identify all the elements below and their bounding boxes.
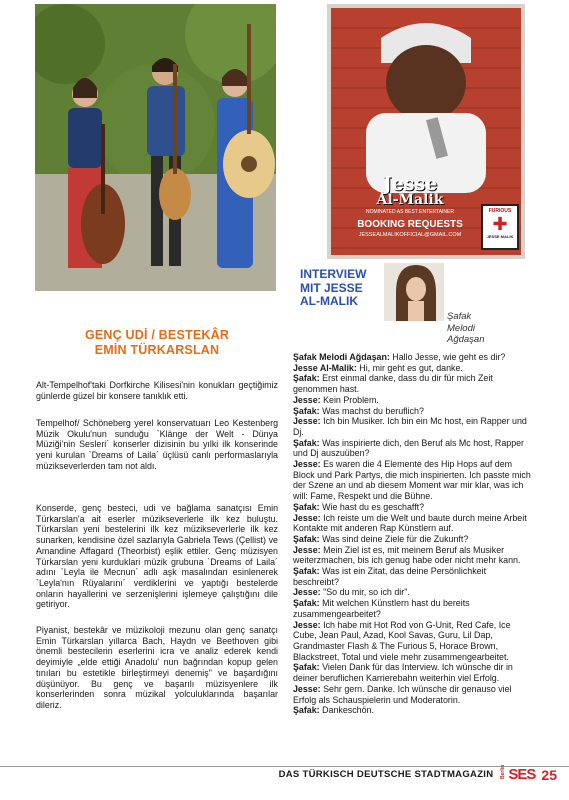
author-line1: Şafak — [447, 311, 472, 322]
interview-utterance: Ich reiste um die Welt und baute durch meine Arbeit Kontakte mit anderen Rap Künstlern auf. — [293, 512, 527, 534]
interview-line — [293, 502, 533, 513]
poster-subtitle: NOMINATED AS BEST ENTERTAINER — [366, 209, 454, 215]
poster-badge — [481, 204, 519, 250]
magazine-name: DAS TÜRKISCH DEUTSCHE STADTMAGAZIN — [278, 769, 494, 780]
interview-line — [293, 352, 533, 363]
poster-name-line2: Al-Malik — [376, 192, 444, 208]
interview-heading-line1: INTERVIEW — [300, 267, 367, 281]
interview-line — [293, 620, 533, 663]
interview-line — [293, 395, 533, 406]
interview-line — [293, 373, 533, 394]
poster-name-line1: Jesse — [382, 173, 438, 195]
interview-speaker: Jesse: — [293, 587, 321, 598]
badge-cross-icon: ✚ — [492, 214, 508, 234]
poster-badge-top: FURIOUS — [488, 208, 512, 214]
interview-text — [293, 352, 533, 716]
interview-line — [293, 662, 533, 683]
interview-line — [293, 598, 533, 619]
interview-speaker: Jesse: — [293, 619, 321, 630]
interview-speaker: Jesse: — [293, 683, 321, 694]
left-paragraph: Konserde, genç besteci, udi ve bağlama sanatçısı Emin Türkarslan'a ait eserler müzikseverlerle ilk kez buluştu. Türkarslan yeni bestelerini ilk kez müzikseverlerle ilk kez sunarken, kendisine özel sazlarıyla Gabriela Tews (Çellist) ve Amandine Affagard (Theorbist) eşlik ettiler. Genç müzisyen Türkarslan yeni kurduklari müzik grubuna `Dreams of Laila´ adını `Leyla ile Mecnun´ adlı aşk masalından esinlenerek `Leyla'nın Rüyalarını´ verdiklerini ve yaptığı bestelerde onların hayallerini ve serzenişlerini işlemeye çalıştığını dile getiriyor. — [36, 503, 278, 610]
interview-speaker: Jesse: — [293, 394, 321, 405]
poster-photo — [327, 4, 525, 259]
interview-utterance: Hallo Jesse, wie geht es dir? — [389, 352, 506, 362]
interview-utterance: "So du mir, so ich dir". — [320, 587, 410, 598]
interview-speaker: Jesse: — [293, 416, 321, 427]
interview-speaker: Şafak: — [293, 405, 320, 416]
interview-line — [293, 459, 533, 502]
interview-line — [293, 587, 533, 598]
interview-utterance: Was ist ein Zitat, das deine Persönlichkeit beschreibt? — [293, 566, 487, 587]
interview-line — [293, 534, 533, 545]
trio-photo — [35, 4, 276, 291]
poster-badge-bottom: JESSE MALIK — [486, 234, 514, 239]
interview-speaker: Şafak: — [293, 598, 320, 609]
interview-line — [293, 406, 533, 417]
interview-utterance: Kein Problem. — [320, 394, 379, 405]
interview-utterance: Dankeschön. — [319, 705, 374, 716]
interview-speaker: Jesse: — [293, 544, 321, 555]
interview-heading-line3: AL-MALIK — [300, 294, 358, 308]
interview-speaker: Şafak: — [293, 533, 320, 544]
author-line2: Melodi — [447, 322, 475, 334]
interview-utterance: Sehr gern. Danke. Ich wünsche dir genauso viel Erfolg als Schauspielerin und Moderatorin. — [293, 683, 512, 705]
interview-heading-line2: MIT JESSE — [300, 280, 363, 295]
poster-email: JESSEALMALIKOFFICIAL@GMAIL.COM — [358, 232, 462, 238]
left-heading-line1: GENÇ UDİ / BESTEKÂR — [84, 328, 230, 342]
interview-utterance: Ich habe mit Hot Rod von G-Unit, Red Cafe, Ice Cube, Jean Paul, Azad, Kool Savas, Guru, Lil Dap, Grandmaster Flash & The Furious 5, Horace Brown, Blackstreet, Total und viele mehr zusammengearbeitet. — [293, 619, 511, 662]
interview-utterance: Wie hast du es geschafft? — [319, 501, 425, 512]
interview-speaker: Şafak Melodi Ağdaşan: — [293, 352, 390, 362]
interview-heading — [300, 268, 390, 309]
logo-city: Berlin — [500, 764, 507, 779]
left-paragraph: Piyanist, bestekâr ve müzikoloji mezunu olan genç sanatçı Emin Türkarslan yıllarca Bach, Haydn ve Beethoven gibi önemli bestecilerin eserlerini icra ve analiz ederek kendi deyimiyle „elde ettiği Anadolu' nun bağrından kopup gelen tınıları bu estetikle birleştirmeyi denemiş" ve başardığını düşünüyor. Bu genç ve başarılı müzisyenlere ilk konserlerinden sonra müzikal yolculuklarında başarılar dileriz. — [36, 625, 278, 710]
interview-line — [293, 513, 533, 534]
interview-line — [293, 705, 533, 716]
interview-line — [293, 566, 533, 587]
interview-line — [293, 684, 533, 705]
interview-utterance: Was sind deine Ziele für die Zukunft? — [319, 533, 469, 544]
author-line3: Ağdaşan — [447, 334, 485, 345]
interview-line — [293, 545, 533, 566]
interview-speaker: Şafak: — [293, 437, 320, 448]
interview-line — [293, 416, 533, 437]
interview-utterance: Was machst du beruflich? — [319, 405, 424, 416]
interview-utterance: Vielen Dank für das Interview. Ich wünsche dir in deiner beruflichen Karrierebahn weiterhin viel Erfolg. — [293, 662, 513, 684]
interview-speaker: Şafak: — [293, 705, 320, 716]
interview-speaker: Şafak: — [293, 662, 320, 673]
interview-speaker: Jesse: — [293, 459, 321, 470]
magazine-logo — [499, 766, 535, 783]
interview-speaker: Şafak: — [293, 501, 320, 512]
author-byline — [447, 311, 517, 346]
interview-speaker: Şafak: — [293, 373, 320, 384]
interview-utterance: Hi, mir geht es gut, danke. — [356, 362, 463, 373]
interview-utterance: Ich bin Musiker. Ich bin ein Mc host, ein Rapper und Dj. — [293, 416, 527, 437]
interview-speaker: Jesse Al-Malik: — [293, 362, 357, 373]
left-article-heading — [36, 328, 278, 358]
interview-line — [293, 363, 533, 374]
interview-utterance: Was inspirierte dich, den Beruf als Mc host, Rapper und Dj auszuüben? — [293, 437, 525, 459]
interview-utterance: Mein Ziel ist es, mit meinem Beruf als Musiker weiterzmachen, bis ich genug habe oder nicht mehr kann. — [293, 544, 521, 566]
portrait-photo — [384, 263, 444, 321]
page-number: 25 — [541, 766, 557, 783]
left-paragraph: Tempelhof/ Schöneberg yerel konservatuarı Leo Kestenberg Müzik Okulu'nun sunduğu `Klänge der Welt - Dünya Müziği'nin Sesleri´ konserler dizisinin bu yılki ilk konserinde yeni kurulan `Dreams of Laila´ üçlüsü canlı performaslarıyla müzikseverlerden tam not aldı. — [36, 418, 278, 471]
interview-utterance: Mit welchen Künstlern hast du bereits zusammengearbeitet? — [293, 598, 470, 619]
interview-utterance: Es waren die 4 Elemente des Hip Hops auf dem Block und Park Partys, die mich inspirierten. Ich passte mich der Szene an und ab diesem Moment war mir klar, was ich will: Fame, Respekt und die Bühne. — [293, 459, 531, 502]
left-paragraph: Alt-Tempelhof'taki Dorfkirche Kilisesi'nin konukları geçtiğimiz günlerde güzel bir konsere tanıklık etti. — [36, 380, 278, 401]
poster-booking: BOOKING REQUESTS — [357, 219, 463, 230]
interview-speaker: Şafak: — [293, 566, 320, 577]
footer — [279, 766, 557, 783]
logo-text: SES — [508, 766, 536, 783]
interview-speaker: Jesse: — [293, 512, 321, 523]
interview-line — [293, 438, 533, 459]
left-heading-line2: EMİN TÜRKARSLAN — [94, 343, 220, 357]
interview-utterance: Erst einmal danke, dass du dir für mich Zeit genommen hast. — [293, 373, 493, 395]
